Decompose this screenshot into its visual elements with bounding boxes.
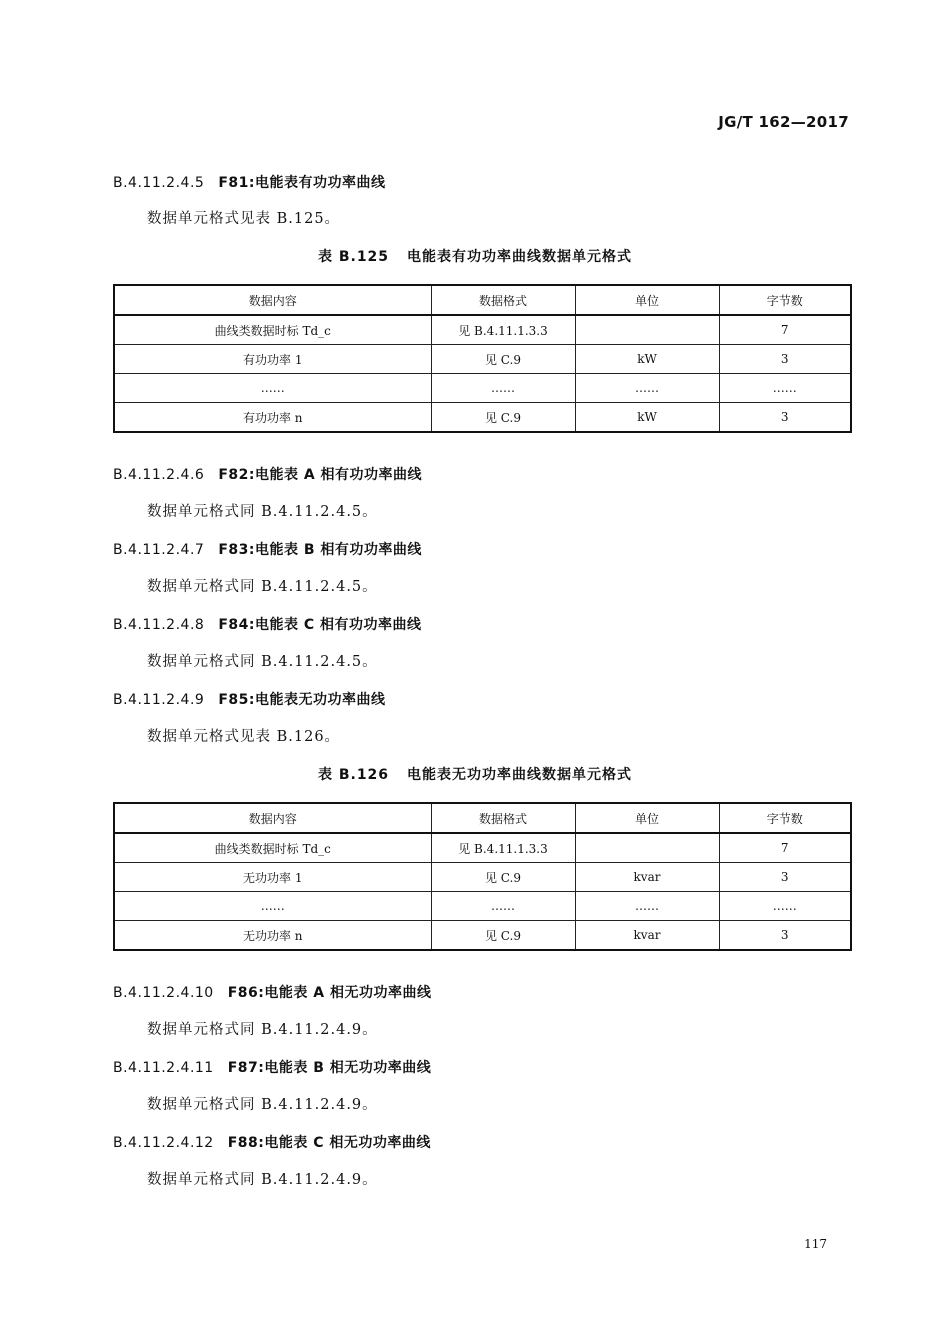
table-cell	[575, 833, 719, 863]
table-cell: 见 C.9	[431, 403, 575, 433]
section-title: F85:电能表无功功率曲线	[218, 692, 386, 708]
table-caption-title: 电能表无功功率曲线数据单元格式	[407, 767, 633, 783]
section-number: B.4.11.2.4.6	[113, 467, 205, 483]
table-cell: 见 C.9	[431, 921, 575, 951]
standard-code: JG/T 162—2017	[718, 113, 849, 131]
table-cell: 曲线类数据时标 Td_c	[114, 833, 431, 863]
column-header: 数据格式	[431, 285, 575, 315]
section-heading	[113, 614, 421, 634]
table-caption-number: 表 B.126	[317, 767, 390, 783]
table-cell: ……	[114, 892, 431, 921]
table-cell: kW	[575, 345, 719, 374]
table-cell: ……	[719, 374, 851, 403]
section-paragraph: 数据单元格式同 B.4.11.2.4.9。	[147, 1022, 378, 1038]
table-cell: 无功功率 n	[114, 921, 431, 951]
section-paragraph: 数据单元格式见表 B.125。	[147, 211, 341, 227]
section-paragraph: 数据单元格式同 B.4.11.2.4.5。	[147, 579, 378, 595]
section-title: F81:电能表有功功率曲线	[218, 175, 386, 191]
table-caption	[0, 246, 950, 266]
section-heading	[113, 1057, 431, 1077]
table-cell: 见 C.9	[431, 345, 575, 374]
column-header: 字节数	[719, 285, 851, 315]
section-paragraph: 数据单元格式同 B.4.11.2.4.9。	[147, 1097, 378, 1113]
table-cell: 3	[719, 403, 851, 433]
table-header-row	[114, 285, 851, 315]
table-cell: 有功功率 1	[114, 345, 431, 374]
column-header: 字节数	[719, 803, 851, 833]
table-cell: 无功功率 1	[114, 863, 431, 892]
table-row	[114, 863, 851, 892]
table-row	[114, 315, 851, 345]
column-header: 数据内容	[114, 285, 431, 315]
section-number: B.4.11.2.4.5	[113, 175, 205, 191]
table-header-row	[114, 803, 851, 833]
section-paragraph: 数据单元格式同 B.4.11.2.4.5。	[147, 654, 378, 670]
section-number: B.4.11.2.4.11	[113, 1060, 214, 1076]
table-cell: 7	[719, 315, 851, 345]
section-title: F82:电能表 A 相有功功率曲线	[218, 467, 423, 483]
table-cell: 3	[719, 863, 851, 892]
section-paragraph: 数据单元格式见表 B.126。	[147, 729, 341, 745]
table-row	[114, 921, 851, 951]
page-number: 117	[804, 1237, 827, 1251]
section-heading	[113, 172, 385, 192]
data-unit-table-b125	[113, 284, 852, 433]
section-title: F87:电能表 B 相无功功率曲线	[227, 1060, 432, 1076]
column-header: 数据格式	[431, 803, 575, 833]
section-heading	[113, 1132, 431, 1152]
section-heading	[113, 464, 422, 484]
column-header: 单位	[575, 803, 719, 833]
table-cell: 有功功率 n	[114, 403, 431, 433]
table-caption-number: 表 B.125	[317, 249, 390, 265]
table-cell: kW	[575, 403, 719, 433]
section-heading	[113, 982, 431, 1002]
section-heading	[113, 539, 422, 559]
table-cell: 见 C.9	[431, 863, 575, 892]
section-paragraph: 数据单元格式同 B.4.11.2.4.9。	[147, 1172, 378, 1188]
section-number: B.4.11.2.4.8	[113, 617, 205, 633]
section-title: F86:电能表 A 相无功功率曲线	[227, 985, 432, 1001]
section-title: F84:电能表 C 相有功功率曲线	[218, 617, 422, 633]
table-cell: ……	[719, 892, 851, 921]
section-paragraph: 数据单元格式同 B.4.11.2.4.5。	[147, 504, 378, 520]
table-cell: 见 B.4.11.1.3.3	[431, 833, 575, 863]
table-row	[114, 892, 851, 921]
table-row	[114, 403, 851, 433]
table-row	[114, 374, 851, 403]
table-cell: 3	[719, 921, 851, 951]
table-cell: kvar	[575, 863, 719, 892]
table-cell: kvar	[575, 921, 719, 951]
table-cell: ……	[431, 892, 575, 921]
table-row	[114, 833, 851, 863]
section-title: F83:电能表 B 相有功功率曲线	[218, 542, 422, 558]
table-cell: ……	[114, 374, 431, 403]
section-number: B.4.11.2.4.9	[113, 692, 205, 708]
column-header: 单位	[575, 285, 719, 315]
table-row	[114, 345, 851, 374]
table-cell: ……	[575, 892, 719, 921]
table-cell	[575, 315, 719, 345]
table-cell: 曲线类数据时标 Td_c	[114, 315, 431, 345]
column-header: 数据内容	[114, 803, 431, 833]
section-number: B.4.11.2.4.12	[113, 1135, 214, 1151]
table-caption	[0, 764, 950, 784]
table-cell: 见 B.4.11.1.3.3	[431, 315, 575, 345]
section-number: B.4.11.2.4.7	[113, 542, 205, 558]
section-heading	[113, 689, 385, 709]
table-cell: ……	[431, 374, 575, 403]
table-cell: 7	[719, 833, 851, 863]
data-unit-table-b126	[113, 802, 852, 951]
table-caption-title: 电能表有功功率曲线数据单元格式	[407, 249, 633, 265]
table-cell: 3	[719, 345, 851, 374]
table-cell: ……	[575, 374, 719, 403]
section-title: F88:电能表 C 相无功功率曲线	[227, 1135, 431, 1151]
section-number: B.4.11.2.4.10	[113, 985, 214, 1001]
